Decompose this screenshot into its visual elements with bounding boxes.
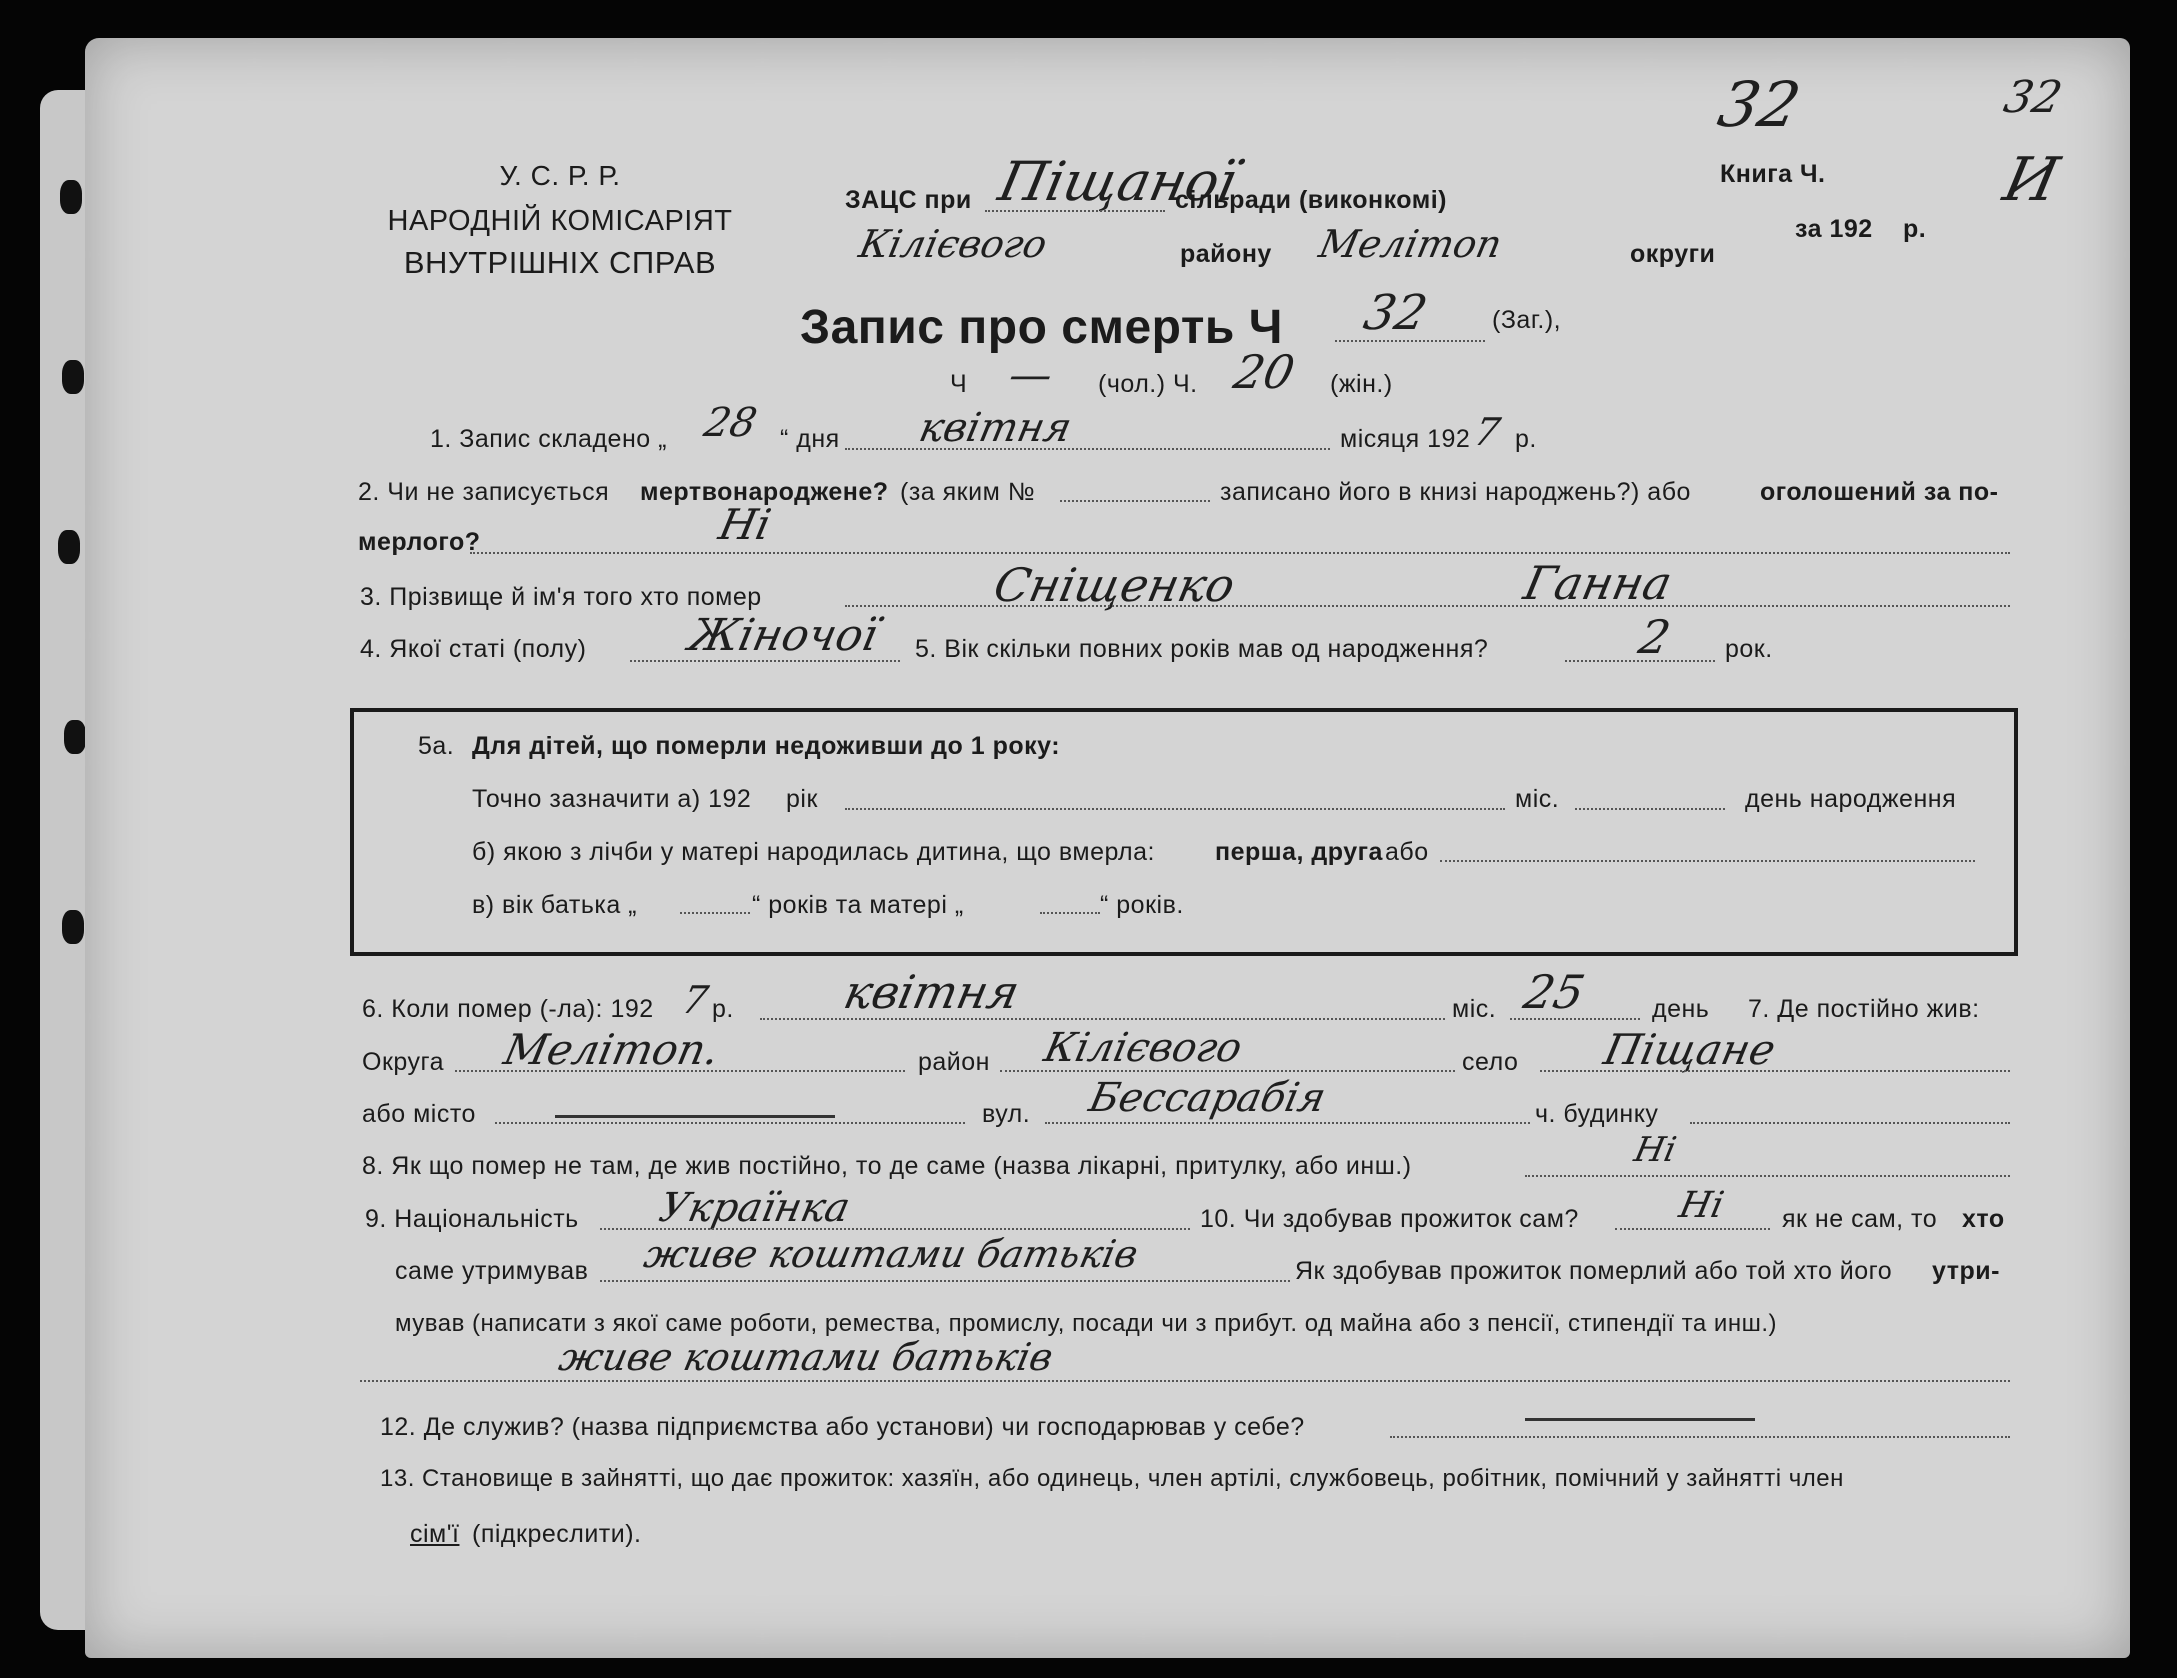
male-count-handwriting: — (1004, 350, 1058, 399)
zags-suffix: сільради (виконкомі) (1175, 186, 1447, 214)
male-label: (чол.) Ч. (1098, 370, 1198, 398)
field-8-dotline (1525, 1175, 2010, 1177)
field-5a-label: 5а. (418, 732, 455, 760)
field-12-dotline (1390, 1436, 2010, 1438)
binding-hole (62, 910, 84, 944)
selo-field-dotline (1540, 1070, 2010, 1072)
field-12-dash (1525, 1418, 1755, 1421)
okruga-field-label: Округа (362, 1048, 444, 1076)
field-6-dotline (760, 1018, 1445, 1020)
field-8-handwriting: Ні (1630, 1130, 1680, 1170)
field-1-day-handwriting: 28 (700, 400, 761, 446)
field-11-b: утри- (1932, 1257, 2000, 1285)
field-5a-line2-c: або (1385, 838, 1429, 866)
vul-field-dotline (1045, 1122, 1530, 1124)
field-1-r: р. (1515, 425, 1537, 453)
field-10-b: як не сам, то (1782, 1205, 1938, 1233)
field-12-label: 12. Де служив? (назва підприємства або установи) чи господарював у себе? (380, 1413, 1305, 1441)
selo-field-label: село (1462, 1048, 1519, 1076)
raion-handwriting: Кілієвого (855, 222, 1051, 266)
field-5a-line2-dotline (1440, 860, 1975, 862)
zags-dotline (985, 210, 1165, 212)
raion-field-handwriting: Кілієвого (1040, 1025, 1246, 1071)
field-1-label: 1. Запис складено „ (430, 425, 667, 453)
binding-hole (64, 720, 86, 754)
budynok-field-dotline (1690, 1122, 2010, 1124)
form-title: Запис про смерть Ч (800, 301, 1283, 354)
binding-hole (60, 180, 82, 214)
okruga-label: округи (1630, 240, 1716, 268)
field-2-handwriting: Ні (714, 500, 776, 549)
corner-number-small: 32 (1999, 72, 2067, 123)
commissariat-label: НАРОДНІЙ КОМІСАРІЯТ (387, 205, 733, 237)
record-number-handwriting: 32 (1359, 285, 1433, 341)
field-10-dotline (1615, 1228, 1770, 1230)
field-4-dotline (630, 660, 900, 662)
zags-handwriting: Піщаної (993, 150, 1243, 213)
okruga-field-dotline (455, 1070, 905, 1072)
field-5a-line3-c: “ років. (1100, 891, 1184, 919)
field-10-supporter-handwriting: живе коштами батьків (640, 1232, 1142, 1276)
field-5a-line1-dotline-2 (1575, 808, 1725, 810)
field-3-label: 3. Прізвище й ім'я того хто помер (360, 583, 762, 611)
field-1-day-suffix: “ дня (780, 425, 840, 453)
field-5a-line3-b: “ років та матері „ (752, 891, 964, 919)
raion-field-dotline (1000, 1070, 1455, 1072)
field-2-b: мертвонароджене? (640, 478, 889, 506)
field-1-dotline (845, 448, 1330, 450)
field-5a-title: Для дітей, що померли недоживши до 1 року: (472, 732, 1061, 760)
field-11-dotline (360, 1380, 2010, 1382)
field-13-note: (підкреслити). (472, 1520, 642, 1548)
field-10-label: 10. Чи здобував прожиток сам? (1200, 1205, 1579, 1233)
field-3-surname-handwriting: Сніщенко (989, 558, 1240, 612)
female-label: (жін.) (1330, 370, 1393, 398)
field-6-day-handwriting: 25 (1519, 965, 1590, 1019)
field-5a-line1-dotline (845, 808, 1505, 810)
okruga-handwriting: Мелітоп (1315, 222, 1506, 266)
misto-field-label: або місто (362, 1100, 476, 1128)
field-5a-line3-dotline-2 (1040, 912, 1100, 914)
field-10-d: саме утримував (395, 1257, 589, 1285)
field-5-label: 5. Вік скільки повних років мав од народження? (915, 635, 1489, 663)
record-number-dotline (1335, 340, 1485, 342)
field-9-dotline (600, 1228, 1190, 1230)
female-count-handwriting: 20 (1229, 345, 1300, 399)
field-11-c: мував (написати з якої саме роботи, ремества, промислу, посади чи з прибут. од майна або з пенсії, стипендії та инш.) (395, 1310, 1777, 1337)
field-11-a: Як здобував прожиток померлий або той хто його (1295, 1257, 1893, 1285)
field-4-handwriting: Жіночої (684, 610, 883, 661)
field-9-handwriting: Українка (655, 1185, 855, 1231)
binding-hole (58, 530, 80, 564)
zag-label: (Заг.), (1492, 306, 1562, 334)
field-2-dotline (1060, 500, 1210, 502)
internal-affairs-label: ВНУТРІШНІХ СПРАВ (403, 245, 717, 280)
field-13-label: 13. Становище в зайнятті, що дає прожиток: хазяїн, або одинець, член артілі, службовець, робітник, помічний у зайнятті член (380, 1465, 1844, 1492)
field-11-handwriting: живе коштами батьків (555, 1335, 1057, 1379)
field-2-c: (за яким № (900, 478, 1036, 506)
field-2-a: 2. Чи не записується (358, 478, 610, 506)
field-5a-line2-a: б) якою з лічби у матері народилась дитина, що вмерла: (472, 838, 1155, 866)
field-2-e: оголошений за по- (1760, 478, 1999, 506)
field-13-family: сім'ї (410, 1520, 460, 1548)
field-1-month-handwriting: квітня (915, 405, 1076, 451)
field-10-handwriting: Ні (1675, 1185, 1728, 1226)
ussr-label: У. С. Р. Р. (499, 160, 621, 191)
vul-field-handwriting: Бессарабія (1085, 1075, 1330, 1121)
zags-prefix: ЗАЦС при (845, 186, 972, 214)
field-8-label: 8. Як що помер не там, де жив постійно, то де саме (назва лікарні, притулку, або инш.) (362, 1152, 1412, 1180)
okruga-field-handwriting: Мелітоп. (499, 1025, 724, 1074)
field-7-label: 7. Де постійно жив: (1748, 995, 1980, 1023)
field-10-supporter-dotline (600, 1280, 1290, 1282)
misto-field-dash (555, 1115, 835, 1118)
corner-mark: И (1997, 145, 2065, 215)
field-2-f: мерлого? (358, 528, 481, 556)
budynok-field-label: ч. будинку (1535, 1100, 1659, 1128)
book-label: Книга Ч. (1720, 160, 1826, 188)
field-5-suffix: рок. (1725, 635, 1773, 663)
raion-field-label: район (918, 1048, 990, 1076)
field-5a-line1-d: день народження (1745, 785, 1957, 813)
field-1-year-handwriting: 7 (1470, 410, 1504, 454)
field-2-dotline-2 (470, 552, 2010, 554)
field-5a-line3-a: в) вік батька „ (472, 891, 638, 919)
field-5-handwriting: 2 (1634, 610, 1676, 664)
field-5-dotline (1565, 660, 1715, 662)
field-5a-line1-c: міс. (1515, 785, 1560, 813)
field-6-den: день (1652, 995, 1710, 1023)
year-suffix: р. (1903, 215, 1927, 243)
field-5a-line3-dotline (680, 912, 750, 914)
field-2-d: записано його в книзі народжень?) або (1220, 478, 1691, 506)
field-6-r: р. (712, 995, 734, 1023)
field-1-year-label: місяця 192 (1340, 425, 1471, 453)
year-label: за 192 (1795, 215, 1873, 243)
field-6-day-dotline (1510, 1018, 1640, 1020)
field-5a-line1-a: Точно зазначити а) 192 (472, 785, 752, 813)
field-5a-line2-b: перша, друга (1215, 838, 1383, 866)
field-6-month-handwriting: квітня (839, 965, 1025, 1019)
field-5a-line1-b: рік (786, 785, 818, 813)
field-10-c: хто (1962, 1205, 2005, 1233)
selo-field-handwriting: Піщане (1599, 1025, 1780, 1074)
misto-field-dotline (495, 1122, 965, 1124)
field-3-name-handwriting: Ганна (1519, 556, 1677, 610)
vul-field-label: вул. (982, 1100, 1031, 1128)
corner-number: 32 (1712, 68, 1807, 141)
raion-label: району (1180, 240, 1272, 268)
field-9-label: 9. Національність (365, 1205, 579, 1233)
field-6-mis: міс. (1452, 995, 1497, 1023)
ch-label: Ч (950, 370, 968, 398)
field-6-label: 6. Коли помер (-ла): 192 (362, 995, 654, 1023)
field-6-year-handwriting: 7 (678, 978, 712, 1022)
binding-hole (62, 360, 84, 394)
field-4-label: 4. Якої статі (полу) (360, 635, 587, 663)
field-3-dotline (845, 605, 2010, 607)
